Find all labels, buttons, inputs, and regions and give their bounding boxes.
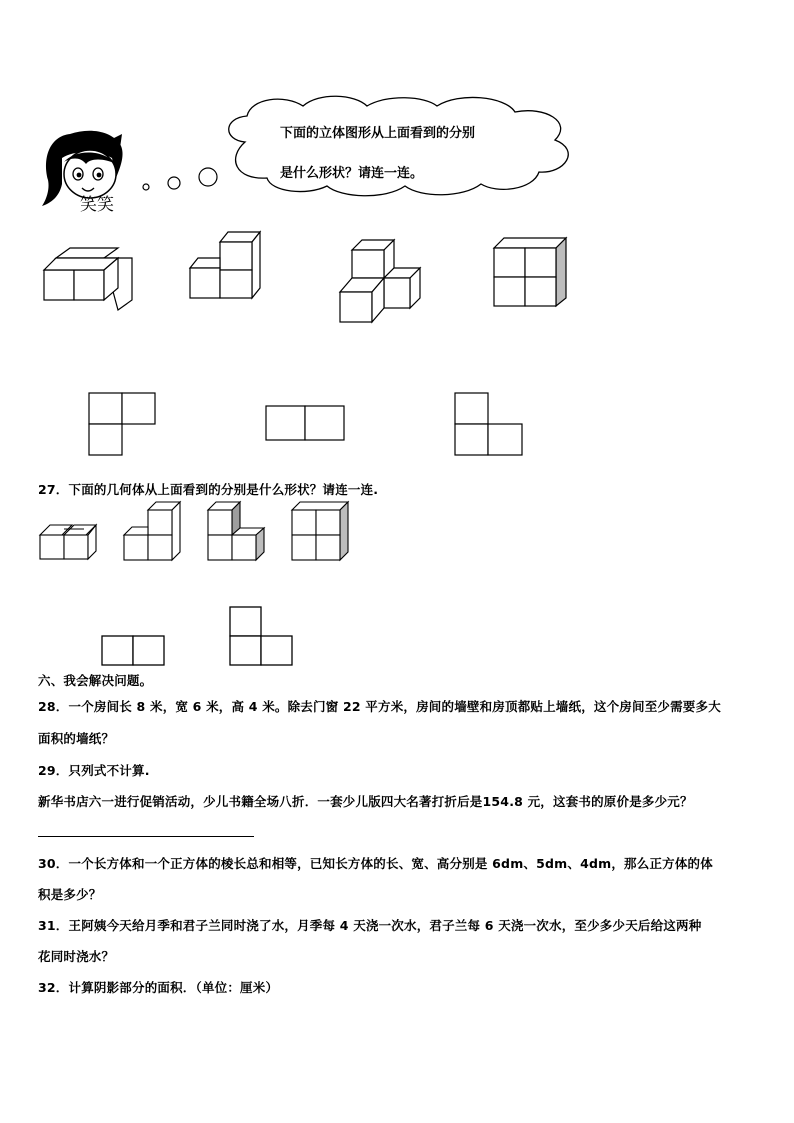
q27-solid-2 [122,500,186,562]
speech-cloud [215,92,585,202]
top-view-2 [265,405,347,443]
q29-text: 新华书店六一进行促销活动，少儿书籍全场八折．一套少儿版四大名著打折后是154.8 元，这套书的原价是多少元？ [38,794,693,809]
thought-bubbles [140,165,220,205]
q27-solid-1 [38,521,102,561]
mascot-name: 笑笑 [80,195,114,215]
answer-line [38,836,254,837]
q27-solid-4 [290,500,354,562]
q30-line-1: 30．一个长方体和一个正方体的棱长总和相等，已知长方体的长、宽、高分别是 6dm、5dm、4dm，那么正方体的体 [38,856,713,871]
q28-line-1: 28．一个房间长 8 米，宽 6 米，高 4 米。除去门窗 22 平方米，房间的墙壁和房顶都贴上墙纸，这个房间至少需要多大 [38,699,721,714]
q28-line-2: 面积的墙纸？ [38,731,115,746]
q29-heading: 29．只列式不计算. [38,763,150,778]
q30-line-2: 积是多少？ [38,887,102,902]
q27-solid-3 [206,500,270,562]
top-view-1 [88,392,158,458]
q27-text: 27．下面的几何体从上面看到的分别是什么形状？请连一连. [38,482,379,497]
solid-figure-2 [188,228,268,303]
speech-line-1: 下面的立体图形从上面看到的分别 [280,126,476,141]
q31-line-2: 花同时浇水？ [38,949,115,964]
q31-line-1: 31．王阿姨今天给月季和君子兰同时浇了水，月季每 4 天浇一次水，君子兰每 6 天浇一次水，至少多少天后给这两种 [38,918,702,933]
top-view-3 [454,392,526,458]
q32-text: 32．计算阴影部分的面积．（单位：厘米） [38,980,279,995]
section-6-heading: 六、我会解决问题。 [38,673,153,688]
solid-figure-3 [338,236,428,326]
solid-figure-1 [42,244,132,304]
q27-top-view-1 [101,635,167,667]
speech-line-2: 是什么形状？请连一连。 [280,166,424,181]
solid-figure-4 [492,236,572,311]
q27-top-view-2 [229,606,295,668]
